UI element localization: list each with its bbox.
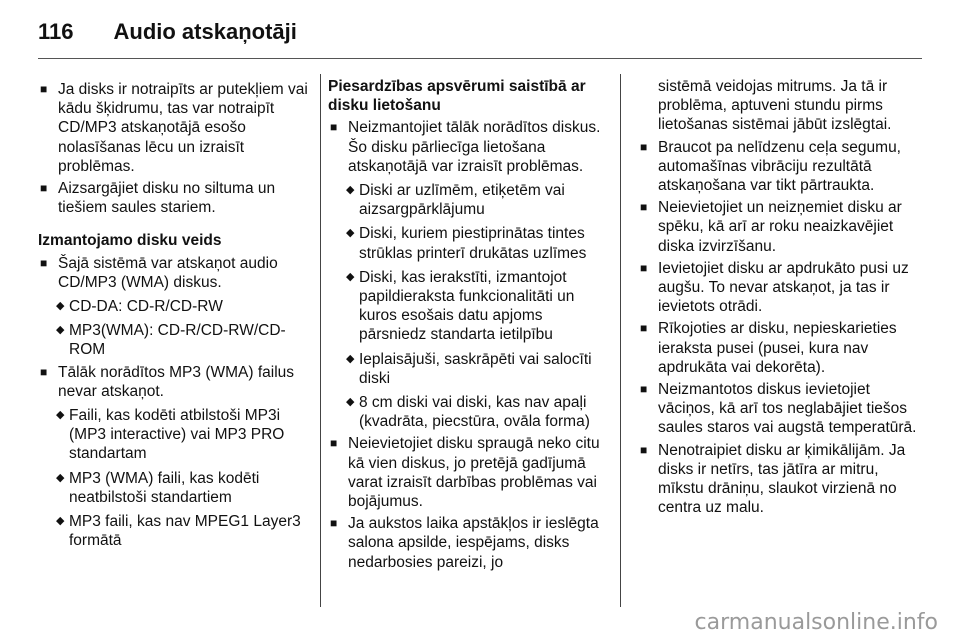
diamond-bullet-icon: ◆ [346,352,355,365]
diamond-bullet-icon: ◆ [346,270,355,283]
list-item: ■ Neizmantotos diskus ievietojiet vāciņos, kā arī tos neglabājiet tiešos saules staros vai augstā temperatūrā. [640,381,917,437]
column-3 [638,77,928,517]
column-divider [620,74,621,607]
list-item: ■ Neievietojiet un neizņemiet disku ar spēku, kā arī ar roku neaizkavējiet diska izvirzīšanu. [640,199,902,255]
list-item: ■ Ja aukstos laika apstākļos ir ieslēgta salona apsilde, iespējams, disks nedarbosies pareizi, jo [330,515,599,571]
list-item: ■ Ievietojiet disku ar apdrukāto pusi uz augšu. To nevar atskaņot, ja tas ir ievietots otrādi. [640,259,909,316]
diamond-bullet-icon: ◆ [56,515,65,528]
diamond-bullet-icon: ◆ [56,471,65,484]
square-bullet-icon: ■ [330,436,338,451]
square-bullet-icon: ■ [640,442,648,457]
list-item: ■ Rīkojoties ar disku, nepieskarieties ieraksta pusei (pusei, kura nav apdrukāta vai dekorēta). [640,320,897,376]
square-bullet-icon: ■ [40,255,48,270]
column-divider [320,74,321,607]
header-rule [38,58,922,59]
square-bullet-icon: ■ [40,364,48,379]
sub-list-item: ◆ MP3 (WMA) faili, kas kodēti neatbilstoši standartiem [56,469,260,506]
list-item: ■ Neizmantojiet tālāk norādītos diskus. Šo disku pārliecīga lietošana atskaņotājā var izraisīt problēmas. [330,119,601,175]
sub-list-item: ◆ MP3 faili, kas nav MPEG1 Layer3 formātā [56,513,301,550]
square-bullet-icon: ■ [640,200,648,215]
sub-list-item: ◆ CD-DA: CD-R/CD-RW [56,298,223,316]
sub-list-item: ◆ Faili, kas kodēti atbilstoši MP3i (MP3 interactive) vai MP3 PRO standartam [56,407,285,463]
square-bullet-icon: ■ [640,260,648,275]
diamond-bullet-icon: ◆ [56,300,65,313]
diamond-bullet-icon: ◆ [56,409,65,422]
square-bullet-icon: ■ [330,516,338,531]
list-item: ■ Šajā sistēmā var atskaņot audio CD/MP3 (WMA) diskus. [40,254,278,291]
square-bullet-icon: ■ [330,120,338,135]
list-item: ■ Neievietojiet disku spraugā neko citu kā vien diskus, jo pretējā gadījumā varat izraisīt darbības problēmas vai bojājumus. [330,435,600,511]
section-heading: Piesardzības apsvērumi saistībā ar disku lietošanu [328,78,586,115]
square-bullet-icon: ■ [40,181,48,196]
diamond-bullet-icon: ◆ [346,184,355,197]
sub-list-item: ◆ MP3(WMA): CD-R/CD-RW/CD-ROM [56,322,286,359]
watermark: carmanualsonline.info [694,610,938,635]
page-title: Audio atskaņotāji [113,19,297,44]
square-bullet-icon: ■ [640,139,648,154]
list-item: ■ Ja disks ir notraipīts ar putekļiem vai kādu šķidrumu, tas var notraipīt CD/MP3 atskaņotājā esošo nolasīšanas lēcu un izraisīt problēmas. [40,81,308,175]
column-2 [328,77,608,572]
list-item: ■ Tālāk norādītos MP3 (WMA) failus nevar atskaņot. [40,363,295,400]
page-header [38,14,297,50]
sub-list-item: ◆ Diski, kuriem piestiprinātas tintes strūklas printerī drukātas uzlīmes [346,225,587,262]
sub-list-item: ◆ 8 cm diski vai diski, kas nav apaļi (kvadrāta, piecstūra, ovāla forma) [346,394,590,431]
diamond-bullet-icon: ◆ [346,396,355,409]
list-item: ■ Braucot pa nelīdzenu ceļa segumu, automašīnas vibrāciju rezultātā atskaņošana var tikt pārtraukta. [640,138,901,195]
list-item: ■ Nenotraipiet disku ar ķimikālijām. Ja disks ir netīrs, tas jātīra ar mitru, mīkstu drāniņu, slaukot virzienā no centra uz malu. [640,441,906,517]
sub-list-item: ◆ Diski, kas ierakstīti, izmantojot papildieraksta funkcionalitāti un kuros esošais datu apjoms pārsniedz standarta ietilpību [346,268,575,344]
section-heading: Izmantojamo disku veids [38,232,222,250]
page-number: 116 [38,19,74,44]
square-bullet-icon: ■ [40,82,48,96]
column-1 [38,77,310,550]
square-bullet-icon: ■ [640,321,648,336]
sub-list-item: ◆ Ieplaisājuši, saskrāpēti vai salocīti diski [346,350,592,387]
continuation-text: sistēmā veidojas mitrums. Ja tā ir problēma, aptuveni stundu pirms lietošanas sistēmai jābūt izslēgtai. [658,78,892,134]
diamond-bullet-icon: ◆ [346,227,355,240]
list-item: ■ Aizsargājiet disku no siltuma un tiešiem saules stariem. [40,180,276,217]
square-bullet-icon: ■ [640,382,648,397]
diamond-bullet-icon: ◆ [56,324,65,337]
sub-list-item: ◆ Diski ar uzlīmēm, etiķetēm vai aizsargpārklājumu [346,182,565,219]
